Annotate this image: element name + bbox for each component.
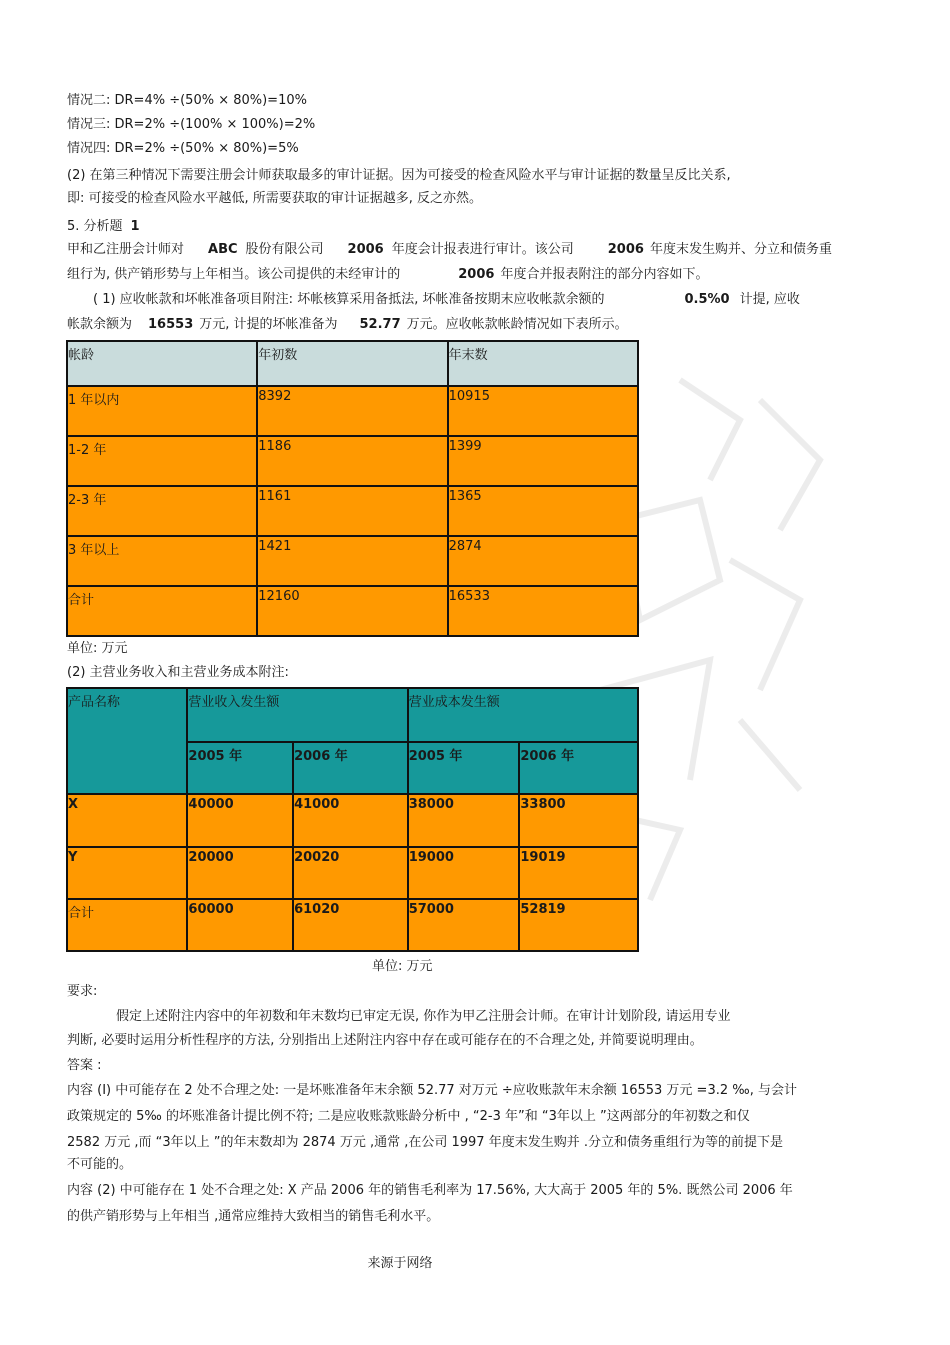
table-cell: 19000 <box>408 847 520 899</box>
text-span: 万元。应收帐款帐龄情况如下表所示。 <box>406 317 628 332</box>
table-cell: 16533 <box>448 586 638 636</box>
table-cell: 60000 <box>187 899 293 951</box>
unit-label: 单位: 万元 <box>372 959 433 974</box>
table-cell: 33800 <box>519 794 638 847</box>
table-row <box>67 536 638 586</box>
table-header-cell: 2006 年 <box>519 742 638 794</box>
text-line <box>67 316 628 334</box>
text-span: 2006 <box>607 242 644 257</box>
table-header-cell: 帐龄 <box>67 341 257 386</box>
text-line <box>93 291 800 309</box>
text-line: 的供产销形势与上年相当 ,通常应维持大致相当的销售毛利水平。 <box>67 1209 440 1224</box>
table-row <box>67 899 638 951</box>
text-line: 判断, 必要时运用分析性程序的方法, 分别指出上述附注内容中存在或可能存在的不合理之处, 并简要说明理由。 <box>67 1033 703 1048</box>
text-span: 年度会计报表进行审计。该公司 <box>391 242 574 257</box>
table-header-cell: 产品名称 <box>67 688 187 794</box>
text-span: 组行为, 供产销形势与上年相当。该公司提供的未经审计的 <box>67 267 401 282</box>
table-header-cell: 年末数 <box>448 341 638 386</box>
text-span: 0.5%0 <box>684 292 730 307</box>
text-line <box>67 241 832 259</box>
text-line: 假定上述附注内容中的年初数和年末数均已审定无误, 你作为甲乙注册会计师。在审计计划阶段, 请运用专业 <box>116 1009 731 1024</box>
table-row <box>67 586 638 636</box>
text-span: 万元, 计提的坏帐准备为 <box>199 317 338 332</box>
table-row <box>67 436 638 486</box>
text-line: 政策规定的 5‰ 的坏账准备计提比例不符; 二是应收账款账龄分析中 , “2-3 年”和 “3年以上 ”这两部分的年初数之和仅 <box>67 1109 750 1124</box>
text-span: 股份有限公司 <box>245 242 324 257</box>
table-header-row <box>67 341 638 386</box>
table-cell: 合计 <box>67 899 187 951</box>
table-cell: 10915 <box>448 386 638 436</box>
text-line: 即: 可接受的检查风险水平越低, 所需要获取的审计证据越多, 反之亦然。 <box>67 191 483 206</box>
table-header-row <box>67 688 638 742</box>
table-cell: 1365 <box>448 486 638 536</box>
table-header-cell: 2005 年 <box>408 742 520 794</box>
unit-label: 单位: 万元 <box>67 641 128 656</box>
table-cell: 20020 <box>293 847 408 899</box>
table-cell: 40000 <box>187 794 293 847</box>
table-cell: 20000 <box>187 847 293 899</box>
text-line: 不可能的。 <box>67 1157 133 1172</box>
section-title: (2) 主营业务收入和主营业务成本附注: <box>67 665 289 680</box>
table-cell: 2874 <box>448 536 638 586</box>
table-cell: 2-3 年 <box>67 486 257 536</box>
text-line: 情况二: DR=4% ÷(50% × 80%)=10% <box>67 93 307 108</box>
section-heading <box>67 218 140 236</box>
text-line: 情况三: DR=2% ÷(100% × 100%)=2% <box>67 117 316 132</box>
table-cell: 合计 <box>67 586 257 636</box>
heading-text: 5. 分析题 <box>67 219 123 234</box>
text-line: 情况四: DR=2% ÷(50% × 80%)=5% <box>67 141 299 156</box>
table-header-cell: 2006 年 <box>293 742 408 794</box>
table-cell: 3 年以上 <box>67 536 257 586</box>
revenue-cost-table <box>66 687 639 952</box>
table-row <box>67 794 638 847</box>
requirements-title: 要求: <box>67 984 98 999</box>
table-cell: 1161 <box>257 486 447 536</box>
text-line: 内容 (I) 中可能存在 2 处不合理之处: 一是坏账准备年末余额 52.77 对万元 ÷应收账款年末余额 16553 万元 =3.2 ‰, 与会计 <box>67 1083 797 1098</box>
text-span: 帐款余额为 <box>67 317 133 332</box>
page-footer: 来源于网络 <box>367 1256 433 1271</box>
text-span: 年度末发生购并、分立和债务重 <box>649 242 832 257</box>
text-span: 2006 <box>347 242 384 257</box>
aging-table <box>66 340 639 637</box>
text-span: 52.77 <box>359 317 401 332</box>
table-cell: X <box>67 794 187 847</box>
table-header-cell: 2005 年 <box>187 742 293 794</box>
table-cell: 61020 <box>293 899 408 951</box>
text-span: 甲和乙注册会计师对 <box>67 242 185 257</box>
text-span: 2006 <box>458 267 495 282</box>
text-span: ABC <box>208 242 238 257</box>
table-cell: 1421 <box>257 536 447 586</box>
table-cell: 38000 <box>408 794 520 847</box>
text-line <box>67 266 708 284</box>
text-span: 16553 <box>148 317 194 332</box>
table-cell: 1399 <box>448 436 638 486</box>
text-span: 年度合并报表附注的部分内容如下。 <box>500 267 709 282</box>
table-cell: 57000 <box>408 899 520 951</box>
table-cell: 1186 <box>257 436 447 486</box>
heading-number: 1 <box>130 219 140 234</box>
table-cell: 12160 <box>257 586 447 636</box>
table-row <box>67 486 638 536</box>
text-span: 计提, 应收 <box>739 292 800 307</box>
table-cell: 1 年以内 <box>67 386 257 436</box>
table-cell: 8392 <box>257 386 447 436</box>
answer-title: 答案 : <box>67 1058 102 1073</box>
text-span: ( 1) 应收帐款和坏帐准备项目附注: 坏帐核算采用备抵法, 坏帐准备按期末应收帐款余额的 <box>93 292 605 307</box>
table-cell: 1-2 年 <box>67 436 257 486</box>
table-row <box>67 847 638 899</box>
table-header-cell: 营业成本发生额 <box>408 688 638 742</box>
table-cell: 41000 <box>293 794 408 847</box>
text-line: 内容 (2) 中可能存在 1 处不合理之处: X 产品 2006 年的销售毛利率为 17.56%, 大大高于 2005 年的 5%. 既然公司 2006 年 <box>67 1183 793 1198</box>
table-cell: 52819 <box>519 899 638 951</box>
table-header-cell: 营业收入发生额 <box>187 688 407 742</box>
text-line: 2582 万元 ,而 “3年以上 ”的年末数却为 2874 万元 ,通常 ,在公司 1997 年度末发生购并 .分立和债务重组行为等的前提下是 <box>67 1135 783 1150</box>
table-cell: 19019 <box>519 847 638 899</box>
table-row <box>67 386 638 436</box>
table-header-cell: 年初数 <box>257 341 447 386</box>
text-line: (2) 在第三种情况下需要注册会计师获取最多的审计证据。因为可接受的检查风险水平与审计证据的数量呈反比关系, <box>67 168 731 183</box>
table-cell: Y <box>67 847 187 899</box>
